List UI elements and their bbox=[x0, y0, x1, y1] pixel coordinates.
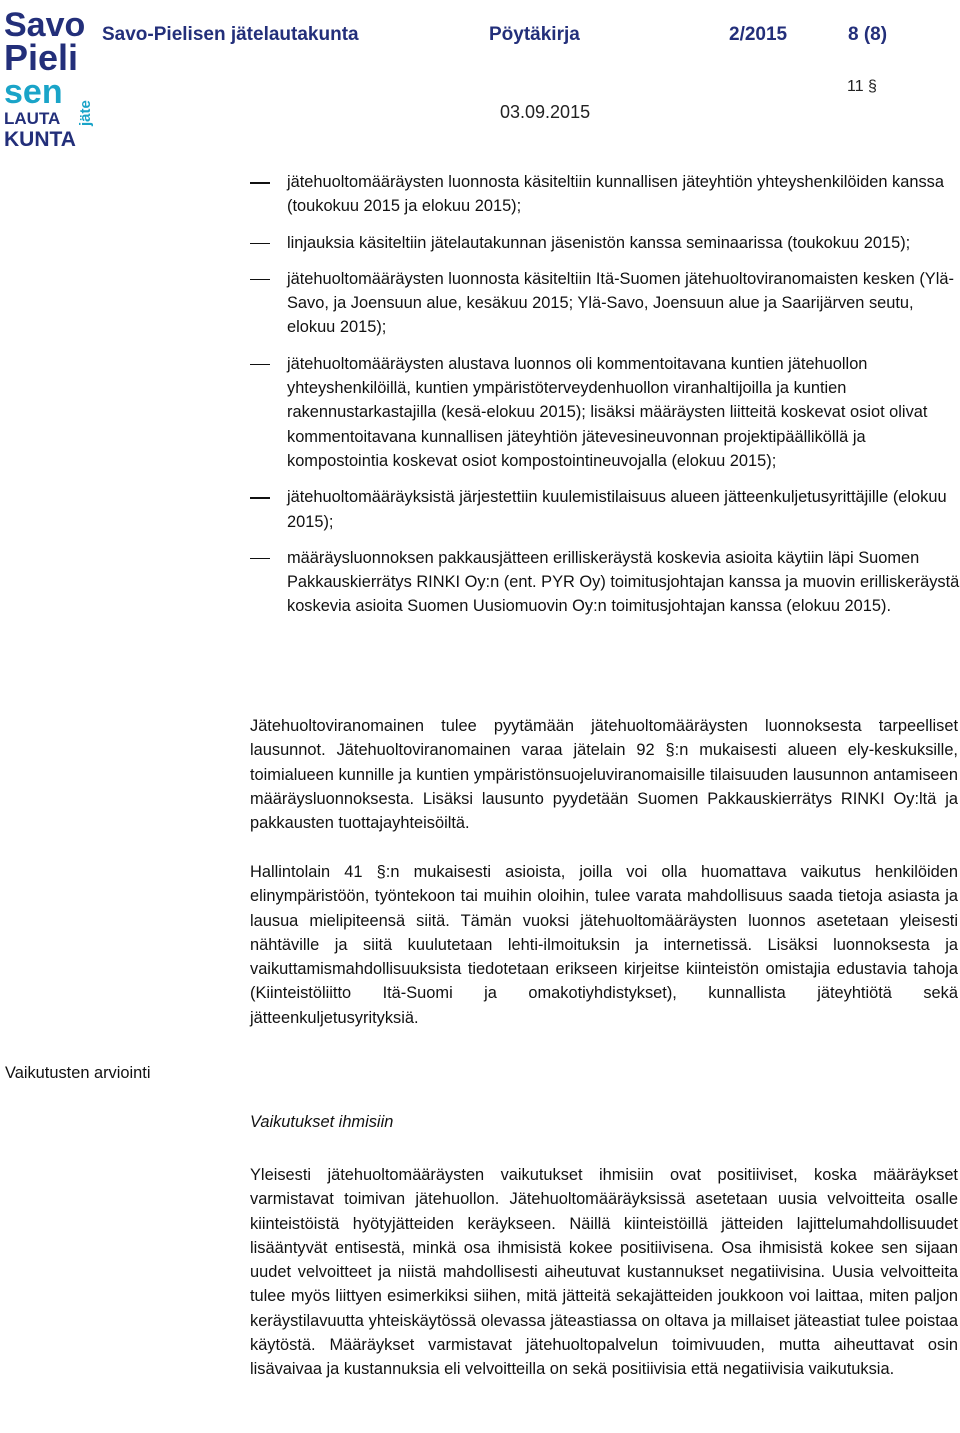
logo-line-sen: sen bbox=[4, 73, 63, 111]
header-number: 2/2015 bbox=[729, 24, 788, 45]
header-page: 8 (8) bbox=[848, 24, 888, 45]
side-heading-impact-assessment: Vaikutusten arviointi bbox=[5, 1064, 151, 1082]
logo-graphic bbox=[4, 6, 96, 148]
list-item: jätehuoltomääräyksistä järjestettiin kuulemistilaisuus alueen jätteenkuljetusyrittäjille (elokuu 2015); bbox=[250, 485, 960, 534]
list-item: jätehuoltomääräysten luonnosta käsiteltiin Itä-Suomen jätehuoltoviranomaisten kesken (Ylä-Savo, ja Joensuun alue, kesäkuu 2015; Ylä-Savo, Joensuun alue ja Saarijärven seutu, elokuu 2015); bbox=[250, 267, 960, 340]
organization-logo bbox=[4, 6, 96, 148]
logo-side-jate: jäte bbox=[77, 100, 94, 126]
logo-line-savo: Savo bbox=[4, 6, 86, 44]
header-doc-type: Pöytäkirja bbox=[489, 24, 580, 45]
list-item: määräysluonnoksen pakkausjätteen erilliskeräystä koskevia asioita käytiin läpi Suomen Pakkauskierrätys RINKI Oy:n (ent. PYR Oy) toimitusjohtajan kanssa ja muovin erilliskeräystä koskevia asioita Suomen Uusiomuovin Oy:n toimitusjohtajan kanssa (elokuu 2015). bbox=[250, 546, 960, 619]
logo-line-kunta: KUNTA bbox=[4, 128, 76, 148]
paragraph-effects-on-people: Yleisesti jätehuoltomääräysten vaikutukset ihmisiin ovat positiiviset, koska määräykset varmistavat toimivan jätehuollon. Jätehuoltomääräyksissä asetetaan uusia velvoitteita osalle kiinteistöistä hyötyjätteiden keräykseen. Näillä kiinteistöillä jätteiden lajittelumahdollisuudet lisääntyvät entisestä, minkä osa ihmisistä kokee positiivisena. Osa ihmisistä kokee sen sijaan uudet velvoitteet ja niistä mahdollisesti aiheutuvat kustannukset negatiivisina. Uusia velvoitteita tulee myös liittyen esimerkiksi siihen, mitä jätteitä sekajätteiden joukkoon voi laittaa, miten paljon keräystilavuutta yhteiskäytössä olevassa jäteastiassa on oltava ja millaiset jäteastiat tulee poistaa käytöstä. Määräykset varmistavat jätehuoltopalvelun toimivuuden, mutta aiheuttavat osin lisävaivaa ja kustannuksia eli velvoitteilla on sekä positiivisia että negatiivisia vaikutuksia. bbox=[250, 1166, 958, 1379]
list-item: jätehuoltomääräysten luonnosta käsiteltiin kunnallisen jäteyhtiön yhteyshenkilöiden kanssa (toukokuu 2015 ja elokuu 2015); bbox=[250, 170, 960, 219]
paragraph-statements: Jätehuoltoviranomainen tulee pyytämään jätehuoltomääräysten luonnoksesta tarpeelliset lausunnot. Jätehuoltoviranomainen varaa jätelain 92 §:n mukaisesti alueen ely-keskuksille, toimialueen kunnille ja kuntien ympäristönsuojeluviranomaisille tilaisuuden lausunnon antamiseen määräysluonnoksesta. Lisäksi lausunto pyydetään Suomen Pakkauskierrätys RINKI Oy:ltä ja pakkausten tuottajayhteisöiltä. bbox=[250, 717, 958, 833]
logo-line-lauta: LAUTA bbox=[4, 109, 61, 128]
paragraph-hallintolaki: Hallintolain 41 §:n mukaisesti asioista, joilla voi olla huomattava vaikutus henkilöiden elinympäristöön, työntekoon tai muihin oloihin, tulee varata mahdollisuus saada tietoja asiasta ja lausua mielipiteensä siitä. Tämän vuoksi jätehuoltomääräysten luonnos asetetaan yleisesti nähtäville ja siitä kuulutetaan lehti-ilmoituksin ja internetissä. Lisäksi luonnoksesta ja vaikuttamismahdollisuuksista tiedotetaan erikseen kirjeitse kiinteistön omistajia edustavia tahoja (Kiinteistöliitto Itä-Suomi ja omakotiyhdistykset), kunnallista jäteyhtiötä sekä jätteenkuljetusyrityksiä. bbox=[250, 863, 958, 1027]
list-item: linjauksia käsiteltiin jätelautakunnan jäsenistön kanssa seminaarissa (toukokuu 2015); bbox=[250, 231, 960, 255]
section-number: 11 § bbox=[847, 78, 877, 95]
sub-heading-effects-on-people: Vaikutukset ihmisiin bbox=[250, 1113, 394, 1131]
header-organization: Savo-Pielisen jätelautakunta bbox=[102, 24, 359, 45]
list-item: jätehuoltomääräysten alustava luonnos oli kommentoitavana kuntien jätehuollon yhteyshenkilöillä, kuntien ympäristöterveydenhuollon viranhaltijoilla ja kuntien rakennustarkastajilla (kesä-elokuu 2015); lisäksi määräysten liitteitä koskevat osiot olivat kommentoitavana kunnallisen jäteyhtiön jätevesineuvonnan projektipäälliköllä ja kompostointia koskevat osiot kompostointineuvojalla (elokuu 2015); bbox=[250, 352, 960, 473]
consultation-list bbox=[250, 170, 960, 631]
logo-line-pieli: Pieli bbox=[4, 37, 79, 78]
header-date: 03.09.2015 bbox=[500, 102, 591, 122]
